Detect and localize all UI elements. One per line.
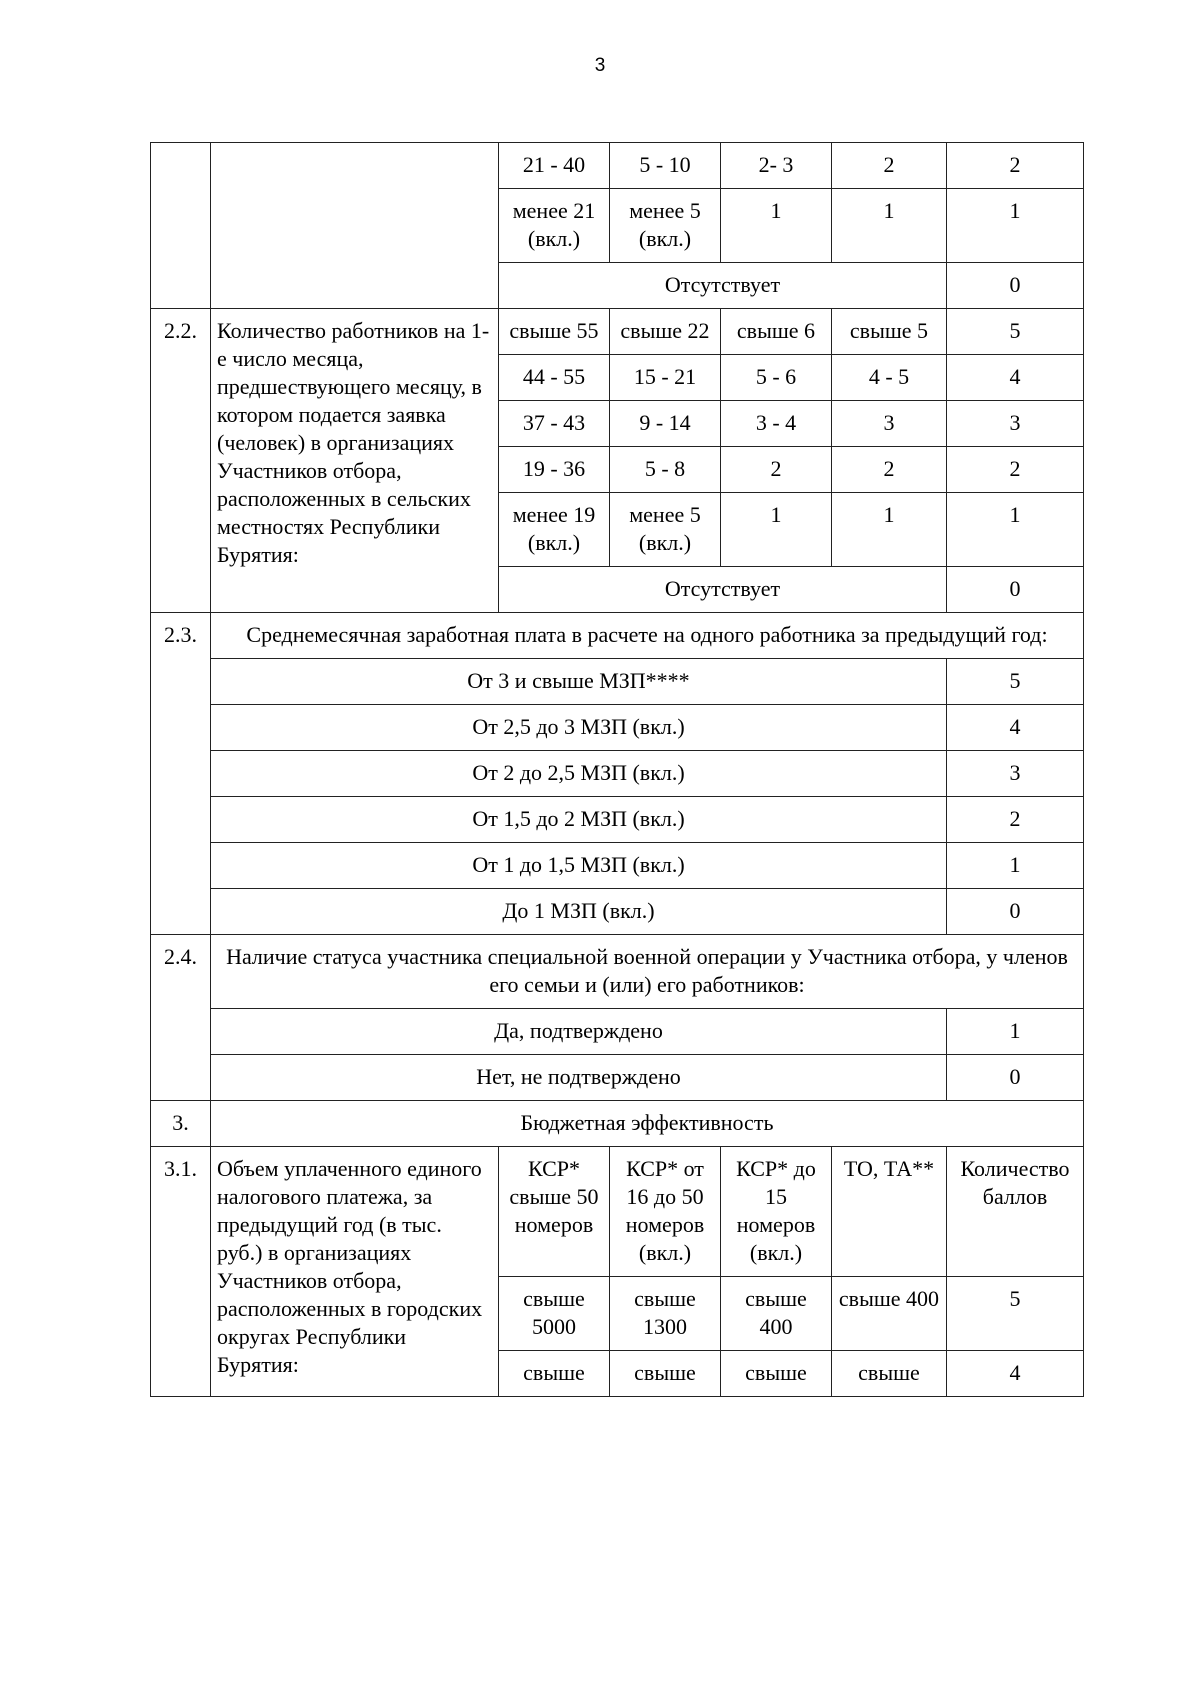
value-cell: 3 (832, 401, 947, 447)
value-cell: 2 (721, 447, 832, 493)
range-cell: От 3 и свыше МЗП**** (211, 659, 947, 705)
value-cell: 21 - 40 (499, 143, 610, 189)
table-row (151, 751, 1084, 797)
table-row (151, 935, 1084, 1009)
score-cell: 0 (947, 889, 1084, 935)
score-cell: 3 (947, 751, 1084, 797)
value-cell: свыше 1300 (610, 1277, 721, 1351)
page-number: 3 (594, 55, 606, 76)
table-row (151, 1055, 1084, 1101)
section-number: 3.1. (151, 1147, 211, 1397)
value-cell: 2 (832, 143, 947, 189)
value-cell: свыше 22 (610, 309, 721, 355)
score-cell: 5 (947, 309, 1084, 355)
score-cell: 0 (947, 1055, 1084, 1101)
table-row (151, 659, 1084, 705)
value-cell: 5 - 6 (721, 355, 832, 401)
criteria-table (150, 142, 1084, 1397)
value-cell: свыше 6 (721, 309, 832, 355)
value-cell: менее 5 (вкл.) (610, 189, 721, 263)
value-cell: 1 (721, 493, 832, 567)
range-cell: От 1,5 до 2 МЗП (вкл.) (211, 797, 947, 843)
value-cell: 3 - 4 (721, 401, 832, 447)
section-title: Бюджетная эффективность (211, 1101, 1084, 1147)
range-cell: От 2 до 2,5 МЗП (вкл.) (211, 751, 947, 797)
score-cell: 1 (947, 189, 1084, 263)
absent-cell: Отсутствует (499, 567, 947, 613)
table-row (151, 1101, 1084, 1147)
score-cell: 1 (947, 1009, 1084, 1055)
score-cell: 2 (947, 797, 1084, 843)
value-cell: свыше 55 (499, 309, 610, 355)
section-title: Среднемесячная заработная плата в расчете на одного работника за предыдущий год: (211, 613, 1084, 659)
value-cell: 15 - 21 (610, 355, 721, 401)
value-cell: свыше (832, 1351, 947, 1397)
column-header: КСР* свыше 50 номеров (499, 1147, 610, 1277)
score-cell: 0 (947, 567, 1084, 613)
value-cell: 9 - 14 (610, 401, 721, 447)
section-title: Наличие статуса участника специальной военной операции у Участника отбора, у членов его семьи и (или) его работников: (211, 935, 1084, 1009)
score-cell: 0 (947, 263, 1084, 309)
value-cell: менее 19 (вкл.) (499, 493, 610, 567)
score-cell: 1 (947, 843, 1084, 889)
table-row (151, 889, 1084, 935)
score-cell: 5 (947, 1277, 1084, 1351)
value-cell: 4 - 5 (832, 355, 947, 401)
value-cell: 1 (832, 493, 947, 567)
range-cell: Нет, не подтверждено (211, 1055, 947, 1101)
criterion-description: Количество работников на 1-е число месяца, предшествующего месяцу, в котором подается заявка (человек) в организациях Участников отбора, расположенных в сельских местностях Республики Бурятия: (211, 309, 499, 613)
table-row (151, 309, 1084, 355)
range-cell: От 1 до 1,5 МЗП (вкл.) (211, 843, 947, 889)
value-cell: менее 5 (вкл.) (610, 493, 721, 567)
score-cell: 1 (947, 493, 1084, 567)
column-header: КСР* до 15 номеров (вкл.) (721, 1147, 832, 1277)
value-cell: 19 - 36 (499, 447, 610, 493)
value-cell: 5 - 8 (610, 447, 721, 493)
value-cell: свыше 400 (832, 1277, 947, 1351)
value-cell: свыше (499, 1351, 610, 1397)
table-row (151, 1009, 1084, 1055)
table-row (151, 1147, 1084, 1277)
value-cell: свыше 400 (721, 1277, 832, 1351)
column-header: Количество баллов (947, 1147, 1084, 1277)
table-row (151, 613, 1084, 659)
score-cell: 4 (947, 705, 1084, 751)
criterion-description: Объем уплаченного единого налогового платежа, за предыдущий год (в тыс. руб.) в организациях Участников отбора, расположенных в городских округах Республики Бурятия: (211, 1147, 499, 1397)
absent-cell: Отсутствует (499, 263, 947, 309)
value-cell: свыше (610, 1351, 721, 1397)
score-cell: 5 (947, 659, 1084, 705)
value-cell: 1 (721, 189, 832, 263)
value-cell: свыше (721, 1351, 832, 1397)
score-cell: 2 (947, 447, 1084, 493)
table-row (151, 843, 1084, 889)
section-number: 2.4. (151, 935, 211, 1101)
score-cell: 4 (947, 355, 1084, 401)
value-cell: 2- 3 (721, 143, 832, 189)
value-cell: менее 21 (вкл.) (499, 189, 610, 263)
score-cell: 3 (947, 401, 1084, 447)
value-cell: 5 - 10 (610, 143, 721, 189)
description-cell (211, 143, 499, 309)
range-cell: От 2,5 до 3 МЗП (вкл.) (211, 705, 947, 751)
value-cell: 44 - 55 (499, 355, 610, 401)
score-cell: 2 (947, 143, 1084, 189)
column-header: КСР* от 16 до 50 номеров (вкл.) (610, 1147, 721, 1277)
number-cell (151, 143, 211, 309)
value-cell: свыше 5000 (499, 1277, 610, 1351)
score-cell: 4 (947, 1351, 1084, 1397)
section-number: 2.3. (151, 613, 211, 935)
value-cell: свыше 5 (832, 309, 947, 355)
range-cell: До 1 МЗП (вкл.) (211, 889, 947, 935)
column-header: ТО, ТА** (832, 1147, 947, 1277)
section-number: 3. (151, 1101, 211, 1147)
value-cell: 1 (832, 189, 947, 263)
value-cell: 2 (832, 447, 947, 493)
table-row (151, 705, 1084, 751)
table-row (151, 143, 1084, 189)
value-cell: 37 - 43 (499, 401, 610, 447)
table-row (151, 797, 1084, 843)
range-cell: Да, подтверждено (211, 1009, 947, 1055)
section-number: 2.2. (151, 309, 211, 613)
